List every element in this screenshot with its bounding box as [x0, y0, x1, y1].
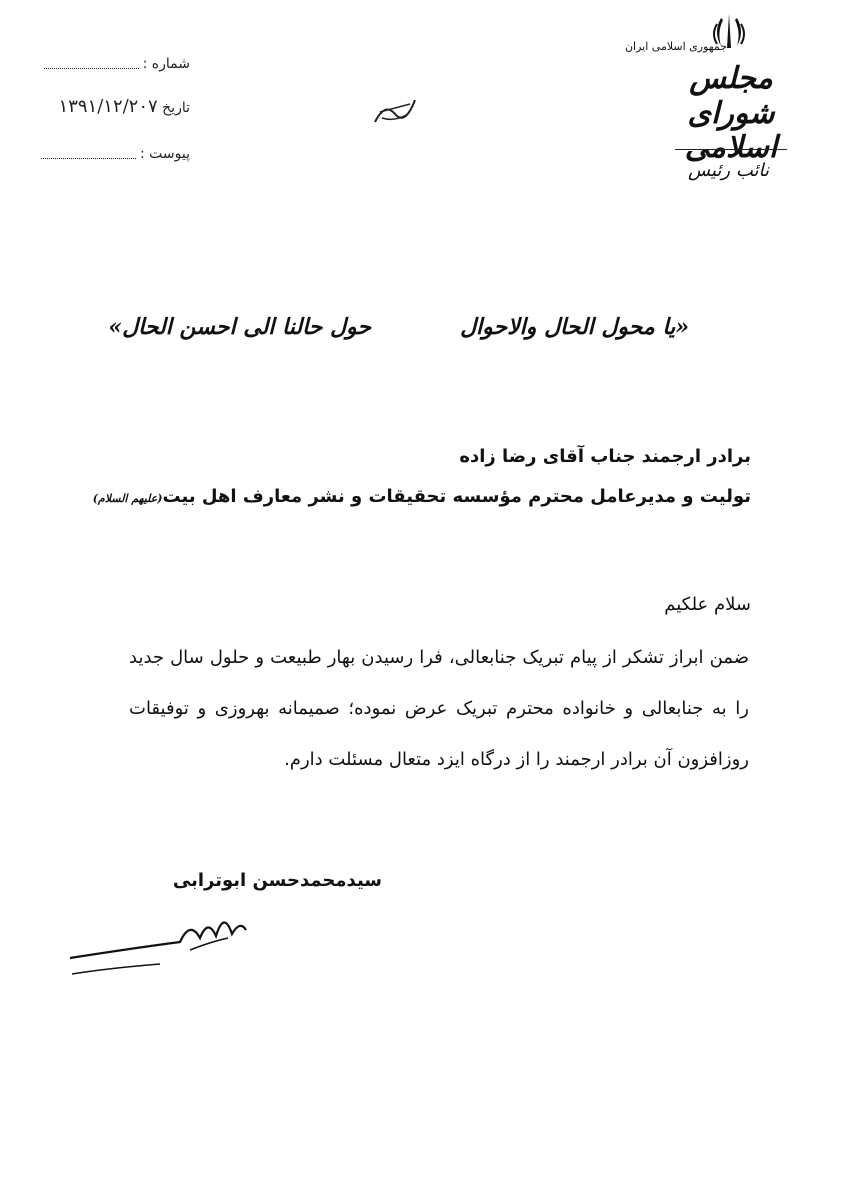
date-label: تاریخ: [162, 100, 190, 116]
greeting: سلام علکیم: [664, 594, 751, 615]
addressee-title-text: تولیت و مدیرعامل محترم مؤسسه تحقیقات و نشر معارف اهل بیت: [162, 486, 751, 507]
addressee-title: [93, 486, 751, 507]
bismillah-calligraphy: [370, 92, 420, 128]
date-field: [59, 96, 190, 117]
honorific: (علیهم السلام): [92, 492, 163, 505]
attachment-label: پیوست :: [140, 146, 190, 162]
letter-body: ضمن ابراز تشکر از پیام تبریک جنابعالی، فرا رسیدن بهار طبیعت و حلول سال جدید را به جنابعالی و خانواده محترم تبریک عرض نموده؛ صمیمانه بهروزی و توفیقات روزافزون آن برادر ارجمند را از درگاه ایزد متعال مسئلت دارم.: [129, 647, 749, 770]
addressee-name: برادر ارجمند جناب آقای رضا زاده: [459, 446, 751, 467]
org-country: جمهوری اسلامی ایران: [624, 40, 727, 53]
signer-name: سیدمحمدحسن ابوترابی: [172, 870, 382, 891]
attachment-field: [41, 146, 190, 162]
number-field: [44, 56, 190, 72]
number-label: شماره :: [142, 56, 190, 72]
sender-role: نائب رئیس: [688, 160, 769, 181]
prayer-right: «یا محول الحال والاحوال: [460, 314, 689, 340]
prayer-left: حول حالنا الی احسن الحال»: [108, 314, 371, 340]
header-rule: [675, 149, 787, 150]
date-value: ۱۳۹۱/۱۲/۲۰۷: [58, 96, 158, 117]
bismillah-text: [0, 0, 1, 1]
org-name: مجلس شورای اسلامی: [684, 61, 778, 165]
letter-meta: [20, 56, 190, 166]
handwritten-signature: [60, 890, 300, 980]
